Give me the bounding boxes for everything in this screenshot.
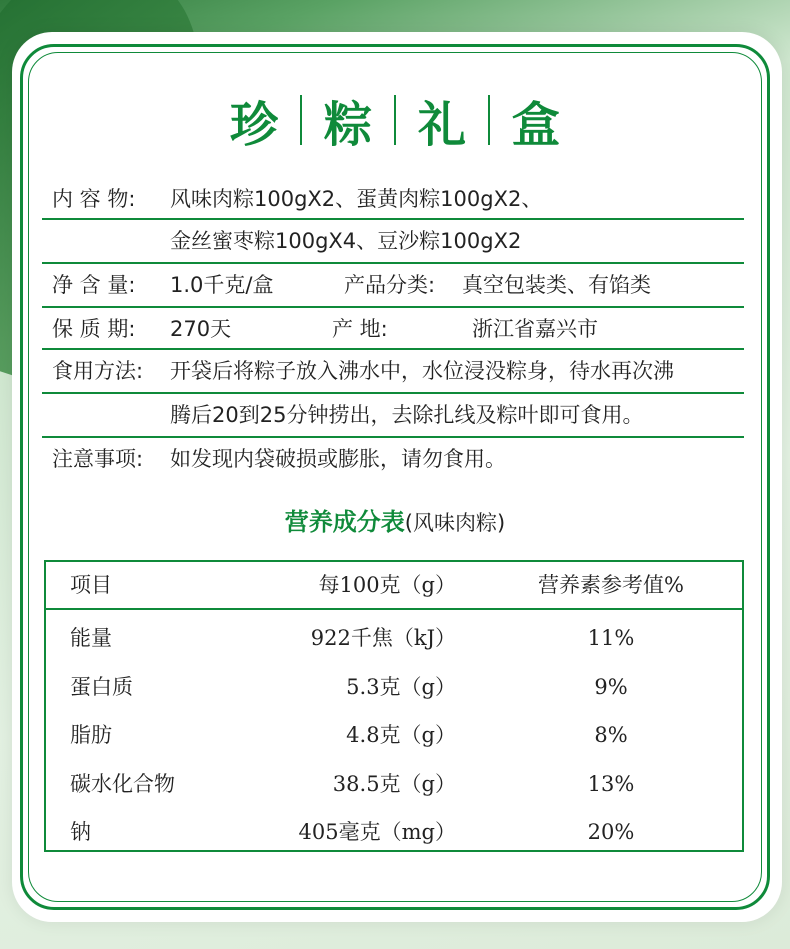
origin-label: 产 地: [332,317,388,341]
nutrient-amount: 5.3克（g） [346,674,456,699]
origin-value: 浙江省嘉兴市 [472,317,598,341]
contents-value-2: 金丝蜜枣粽100gX4、豆沙粽100gX2 [170,229,522,253]
product-title [0,85,790,155]
nutrient-name: 能量 [70,626,112,650]
shelf-label: 保 质 期: [52,317,136,341]
nutrient-amount: 38.5克（g） [332,771,456,796]
usage-value-2: 腾后20到25分钟捞出，去除扎线及粽叶即可食用。 [170,403,644,427]
nutrient-name: 碳水化合物 [70,771,175,796]
nutrition-title [0,502,790,537]
notice-value: 如发现内袋破损或膨胀，请勿食用。 [170,447,506,471]
title-char: 盒 [512,96,561,153]
usage-value-1: 开袋后将粽子放入沸水中，水位浸没粽身，待水再次沸 [170,359,674,383]
net-label: 净 含 量: [52,273,136,297]
contents-row-2 [42,218,744,264]
category-label: 产品分类: [344,273,436,297]
net-row [42,264,744,308]
nutrition-subtitle: (风味肉粽) [404,511,506,535]
title-char: 珍 [229,96,278,153]
nutrient-nrv: 9% [594,674,628,699]
shelf-row [42,308,744,350]
notice-row [42,438,744,480]
nutrient-name: 钠 [70,820,91,844]
title-char: 粽 [323,96,372,153]
nutrition-table-header [46,562,742,610]
notice-label: 注意事项: [52,447,144,471]
header-nrv: 营养素参考值% [538,573,684,597]
nutrition-table-body [46,610,742,855]
nutrient-amount: 922千焦（kJ） [310,626,456,650]
contents-label: 内 容 物: [52,187,136,211]
header-item: 项目 [70,573,112,597]
table-row [46,661,742,710]
nutrient-name: 脂肪 [70,723,112,747]
usage-row [42,348,744,394]
nutrient-nrv: 8% [594,723,628,747]
title-char: 礼 [418,96,467,153]
nutrient-nrv: 11% [587,626,635,650]
nutrient-nrv: 20% [587,820,635,844]
contents-row [42,178,744,220]
nutrient-amount: 4.8克（g） [346,723,456,747]
table-row [46,758,742,807]
table-row [46,806,742,855]
nutrient-name: 蛋白质 [70,674,133,699]
usage-label: 食用方法: [52,359,144,383]
shelf-value: 270天 [170,317,232,341]
product-info [42,178,744,480]
table-row [46,709,742,758]
nutrient-amount: 405毫克（mg） [298,820,456,844]
category-value: 真空包装类、有馅类 [462,273,651,297]
header-per100g: 每100克（g） [318,573,456,597]
usage-row-2 [42,394,744,438]
table-row [46,612,742,661]
contents-value-1: 风味肉粽100gX2、蛋黄肉粽100gX2、 [170,187,543,211]
net-value: 1.0千克/盒 [170,273,274,297]
nutrition-table [44,560,744,852]
nutrient-nrv: 13% [587,771,635,796]
nutrition-title-text: 营养成分表 [284,507,405,536]
